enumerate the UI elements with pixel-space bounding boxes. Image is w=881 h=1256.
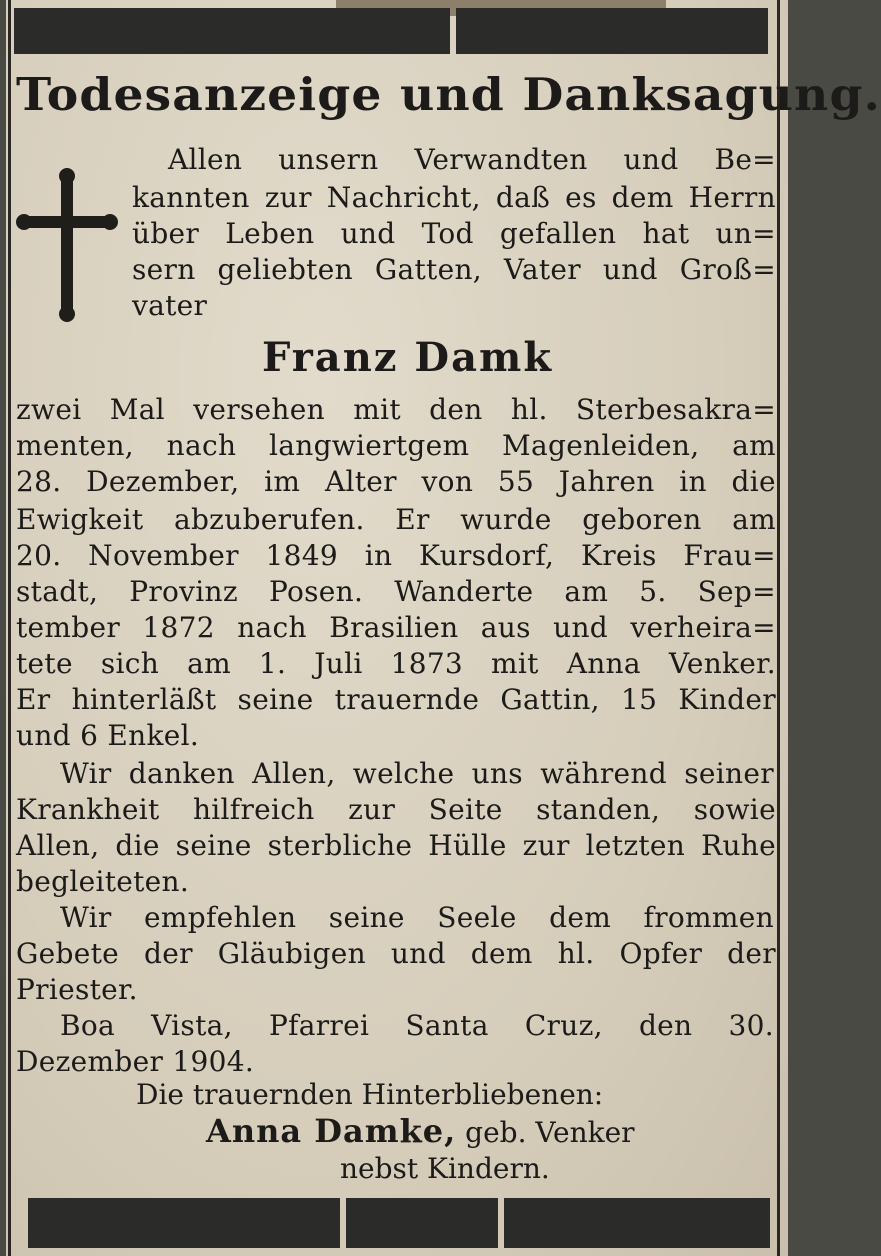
deceased-name: Franz Damk (262, 334, 554, 381)
body-line: Dezember 1904. (16, 1045, 255, 1078)
intro-line: vater (132, 289, 208, 322)
signature-intro: Die trauernden Hinterbliebenen: (136, 1078, 604, 1111)
body-line: Wir danken Allen, welche uns während seiner (60, 757, 774, 790)
body-line: menten, nach langwiertgem Magenleiden, am (16, 429, 776, 462)
body-line: Priester. (16, 973, 138, 1006)
body-line: Ewigkeit abzuberufen. Er wurde geboren am (16, 503, 776, 536)
signature-block (206, 1112, 635, 1150)
body-line: Gebete der Gläubigen und dem hl. Opfer der (16, 937, 776, 970)
right-border-rule (777, 0, 780, 1256)
latin-cross-icon (16, 166, 118, 322)
body-line: Boa Vista, Pfarrei Santa Cruz, den 30. (60, 1009, 774, 1042)
top-black-rule (14, 8, 768, 54)
body-line: 28. Dezember, im Alter von 55 Jahren in die (16, 465, 776, 498)
announcement-heading: Todesanzeige und Danksagung. (16, 68, 881, 121)
bottom-black-rule (28, 1198, 770, 1248)
intro-line: kannten zur Nachricht, daß es dem Herrn (132, 181, 776, 214)
signature-maiden-name: geb. Venker (465, 1116, 635, 1149)
intro-line: sern geliebten Gatten, Vater und Groß= (132, 253, 776, 286)
intro-line: Allen unsern Verwandten und Be= (168, 143, 776, 176)
body-line: Er hinterläßt seine trauernde Gattin, 15 Kinder (16, 683, 776, 716)
body-line: begleiteten. (16, 865, 190, 898)
body-line: Krankheit hilfreich zur Seite standen, sowie (16, 793, 776, 826)
body-line: 20. November 1849 in Kursdorf, Kreis Frau= (16, 539, 776, 572)
body-line: tember 1872 nach Brasilien aus und verheira= (16, 611, 776, 644)
body-line: tete sich am 1. Juli 1873 mit Anna Venker. (16, 647, 776, 680)
body-line: stadt, Provinz Posen. Wanderte am 5. Sep= (16, 575, 776, 608)
body-line: Wir empfehlen seine Seele dem frommen (60, 901, 774, 934)
body-line: Allen, die seine sterbliche Hülle zur letzten Ruhe (16, 829, 776, 862)
body-line: und 6 Enkel. (16, 719, 200, 752)
signature-name: Anna Damke, (206, 1112, 457, 1150)
intro-line: über Leben und Tod gefallen hat un= (132, 217, 776, 250)
body-line: zwei Mal versehen mit den hl. Sterbesakra= (16, 393, 776, 426)
signature-addendum: nebst Kindern. (340, 1152, 550, 1185)
left-border-rule (8, 0, 11, 1256)
